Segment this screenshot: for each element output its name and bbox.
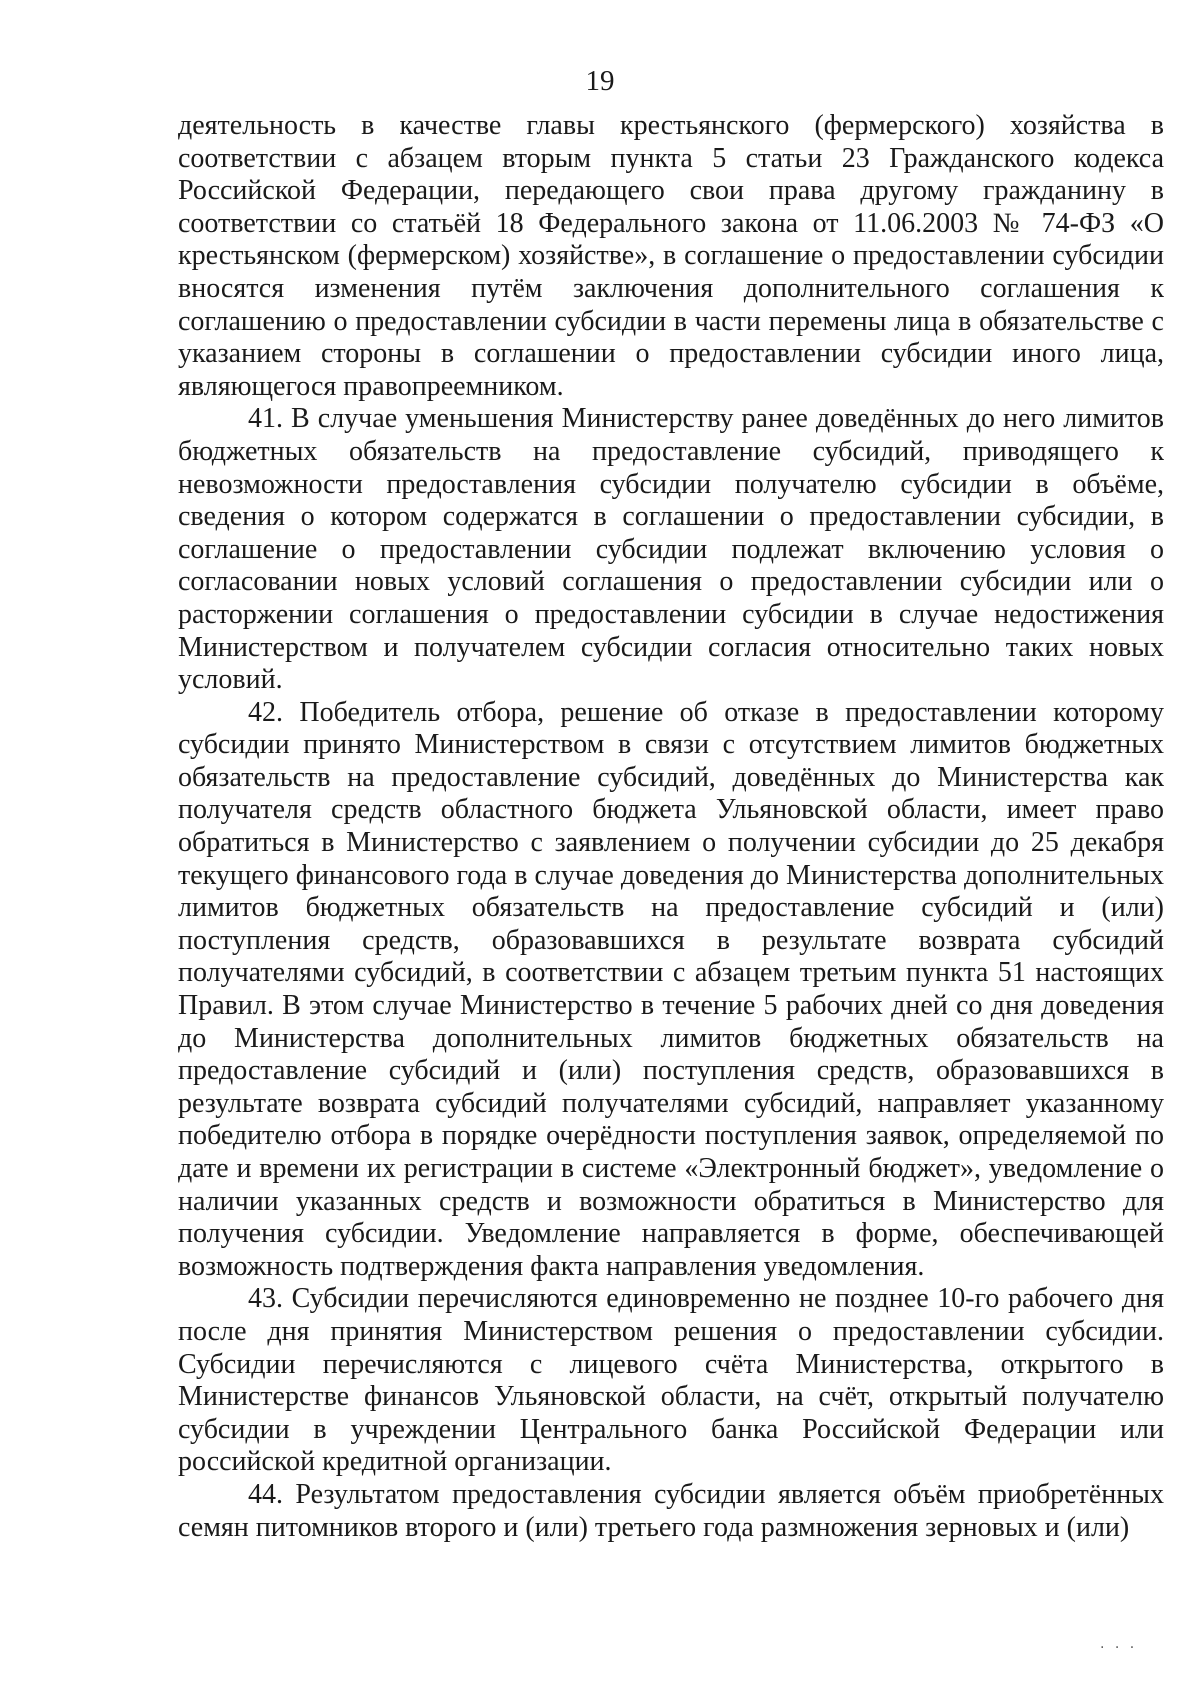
paragraph-43: 43. Субсидии перечисляются единовременно не позднее 10-го рабочего дня после дня принятия Министерством решения о предоставлении субсидии. Субсидии перечисляются с лицевого счёта Министерства, открытого в Министерстве финансов Ульяновской области, на счёт, открытый получателю субсидии в учреждении Центрального банка Российской Федерации или российской кредитной организации.	[178, 1283, 1164, 1478]
paragraph-41: 41. В случае уменьшения Министерству ранее доведённых до него лимитов бюджетных обязательств на предоставление субсидий, приводящего к невозможности предоставления субсидии получателю субсидии в объёме, сведения о котором содержатся в соглашении о предоставлении субсидии, в соглашение о предоставлении субсидии подлежат включению условия о согласовании новых условий соглашения о предоставлении субсидии или о расторжении соглашения о предоставлении субсидии в случае недостижения Министерством и получателем субсидии согласия относительно таких новых условий.	[178, 403, 1164, 696]
paragraph-42: 42. Победитель отбора, решение об отказе в предоставлении которому субсидии принято Министерством в связи с отсутствием лимитов бюджетных обязательств на предоставление субсидий, доведённых до Министерства как получателя средств областного бюджета Ульяновской области, имеет право обратиться в Министерство с заявлением о получении субсидии до 25 декабря текущего финансового года в случае доведения до Министерства дополнительных лимитов бюджетных обязательств на предоставление субсидий и (или) поступления средств, образовавшихся в результате возврата субсидий получателями субсидий, в соответствии с абзацем третьим пункта 51 настоящих Правил. В этом случае Министерство в течение 5 рабочих дней со дня доведения до Министерства дополнительных лимитов бюджетных обязательств на предоставление субсидий и (или) поступления средств, образовавшихся в результате возврата субсидий получателями субсидий, направляет указанному победителю отбора в порядке очерёдности поступления заявок, определяемой по дате и времени их регистрации в системе «Электронный бюджет», уведомление о наличии указанных средств и возможности обратиться в Министерство для получения субсидии. Уведомление направляется в форме, обеспечивающей возможность подтверждения факта направления уведомления.	[178, 696, 1164, 1282]
scan-artifact-mark: · · ·	[1100, 1640, 1138, 1656]
page-number: 19	[585, 65, 615, 97]
paragraph-44: 44. Результатом предоставления субсидии является объём приобретённых семян питомников второго и (или) третьего года размножения зерновых и (или)	[178, 1478, 1164, 1543]
paragraph-continuation: деятельность в качестве главы крестьянского (фермерского) хозяйства в соответствии с абзацем вторым пункта 5 статьи 23 Гражданского кодекса Российской Федерации, передающего свои права другому гражданину в соответствии со статьёй 18 Федерального закона от 11.06.2003 № 74-ФЗ «О крестьянском (фермерском) хозяйстве», в соглашение о предоставлении субсидии вносятся изменения путём заключения дополнительного соглашения к соглашению о предоставлении субсидии в части перемены лица в обязательстве с указанием стороны в соглашении о предоставлении субсидии иного лица, являющегося правопреемником.	[178, 110, 1164, 402]
document-body	[178, 110, 1164, 1544]
